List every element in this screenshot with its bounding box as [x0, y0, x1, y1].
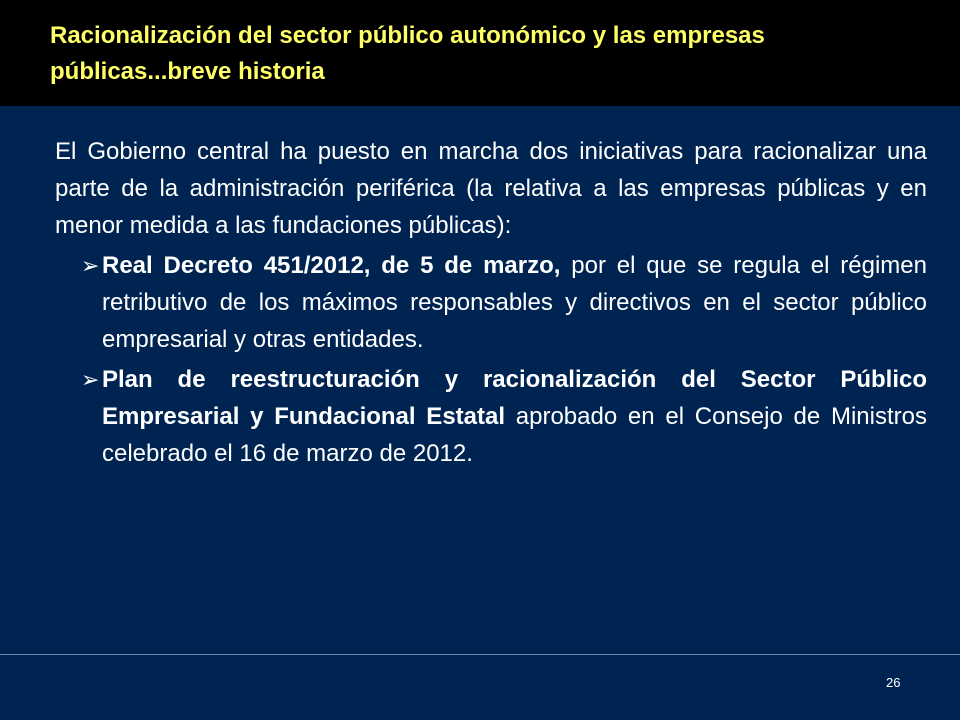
arrowhead-bullet-icon: ➢ — [81, 253, 100, 278]
intro-paragraph: El Gobierno central ha puesto en marcha dos iniciativas para racionalizar una parte de la administración periférica (la relativa a las empresas públicas y en menor medida a las fundaciones públicas): — [55, 138, 927, 239]
page-number: 26 — [886, 675, 901, 690]
bullet-text: por el que se regula el régimen retributivo de los máximos responsables y directivos en el sector público empresarial y otras entidades. — [102, 252, 927, 353]
bullet-bold-text: Real Decreto 451/2012, de 5 de marzo, — [102, 252, 561, 279]
bullet-item — [55, 361, 927, 472]
title-bar — [0, 0, 960, 106]
bullet-text: aprobado en el Consejo de Ministros celebrado el 16 de marzo de 2012. — [102, 403, 927, 467]
bullet-bold-text: Plan de reestructuración y racionalización del Sector Público Empresarial y Fundacional Estatal — [102, 366, 927, 430]
slide-title: Racionalización del sector público autonómico y las empresas públicas...breve historia — [50, 22, 765, 85]
bullet-item — [55, 247, 927, 358]
bullet-list — [55, 247, 927, 472]
slide-body — [55, 133, 927, 472]
footer-divider — [0, 654, 960, 655]
arrowhead-bullet-icon: ➢ — [81, 367, 100, 392]
